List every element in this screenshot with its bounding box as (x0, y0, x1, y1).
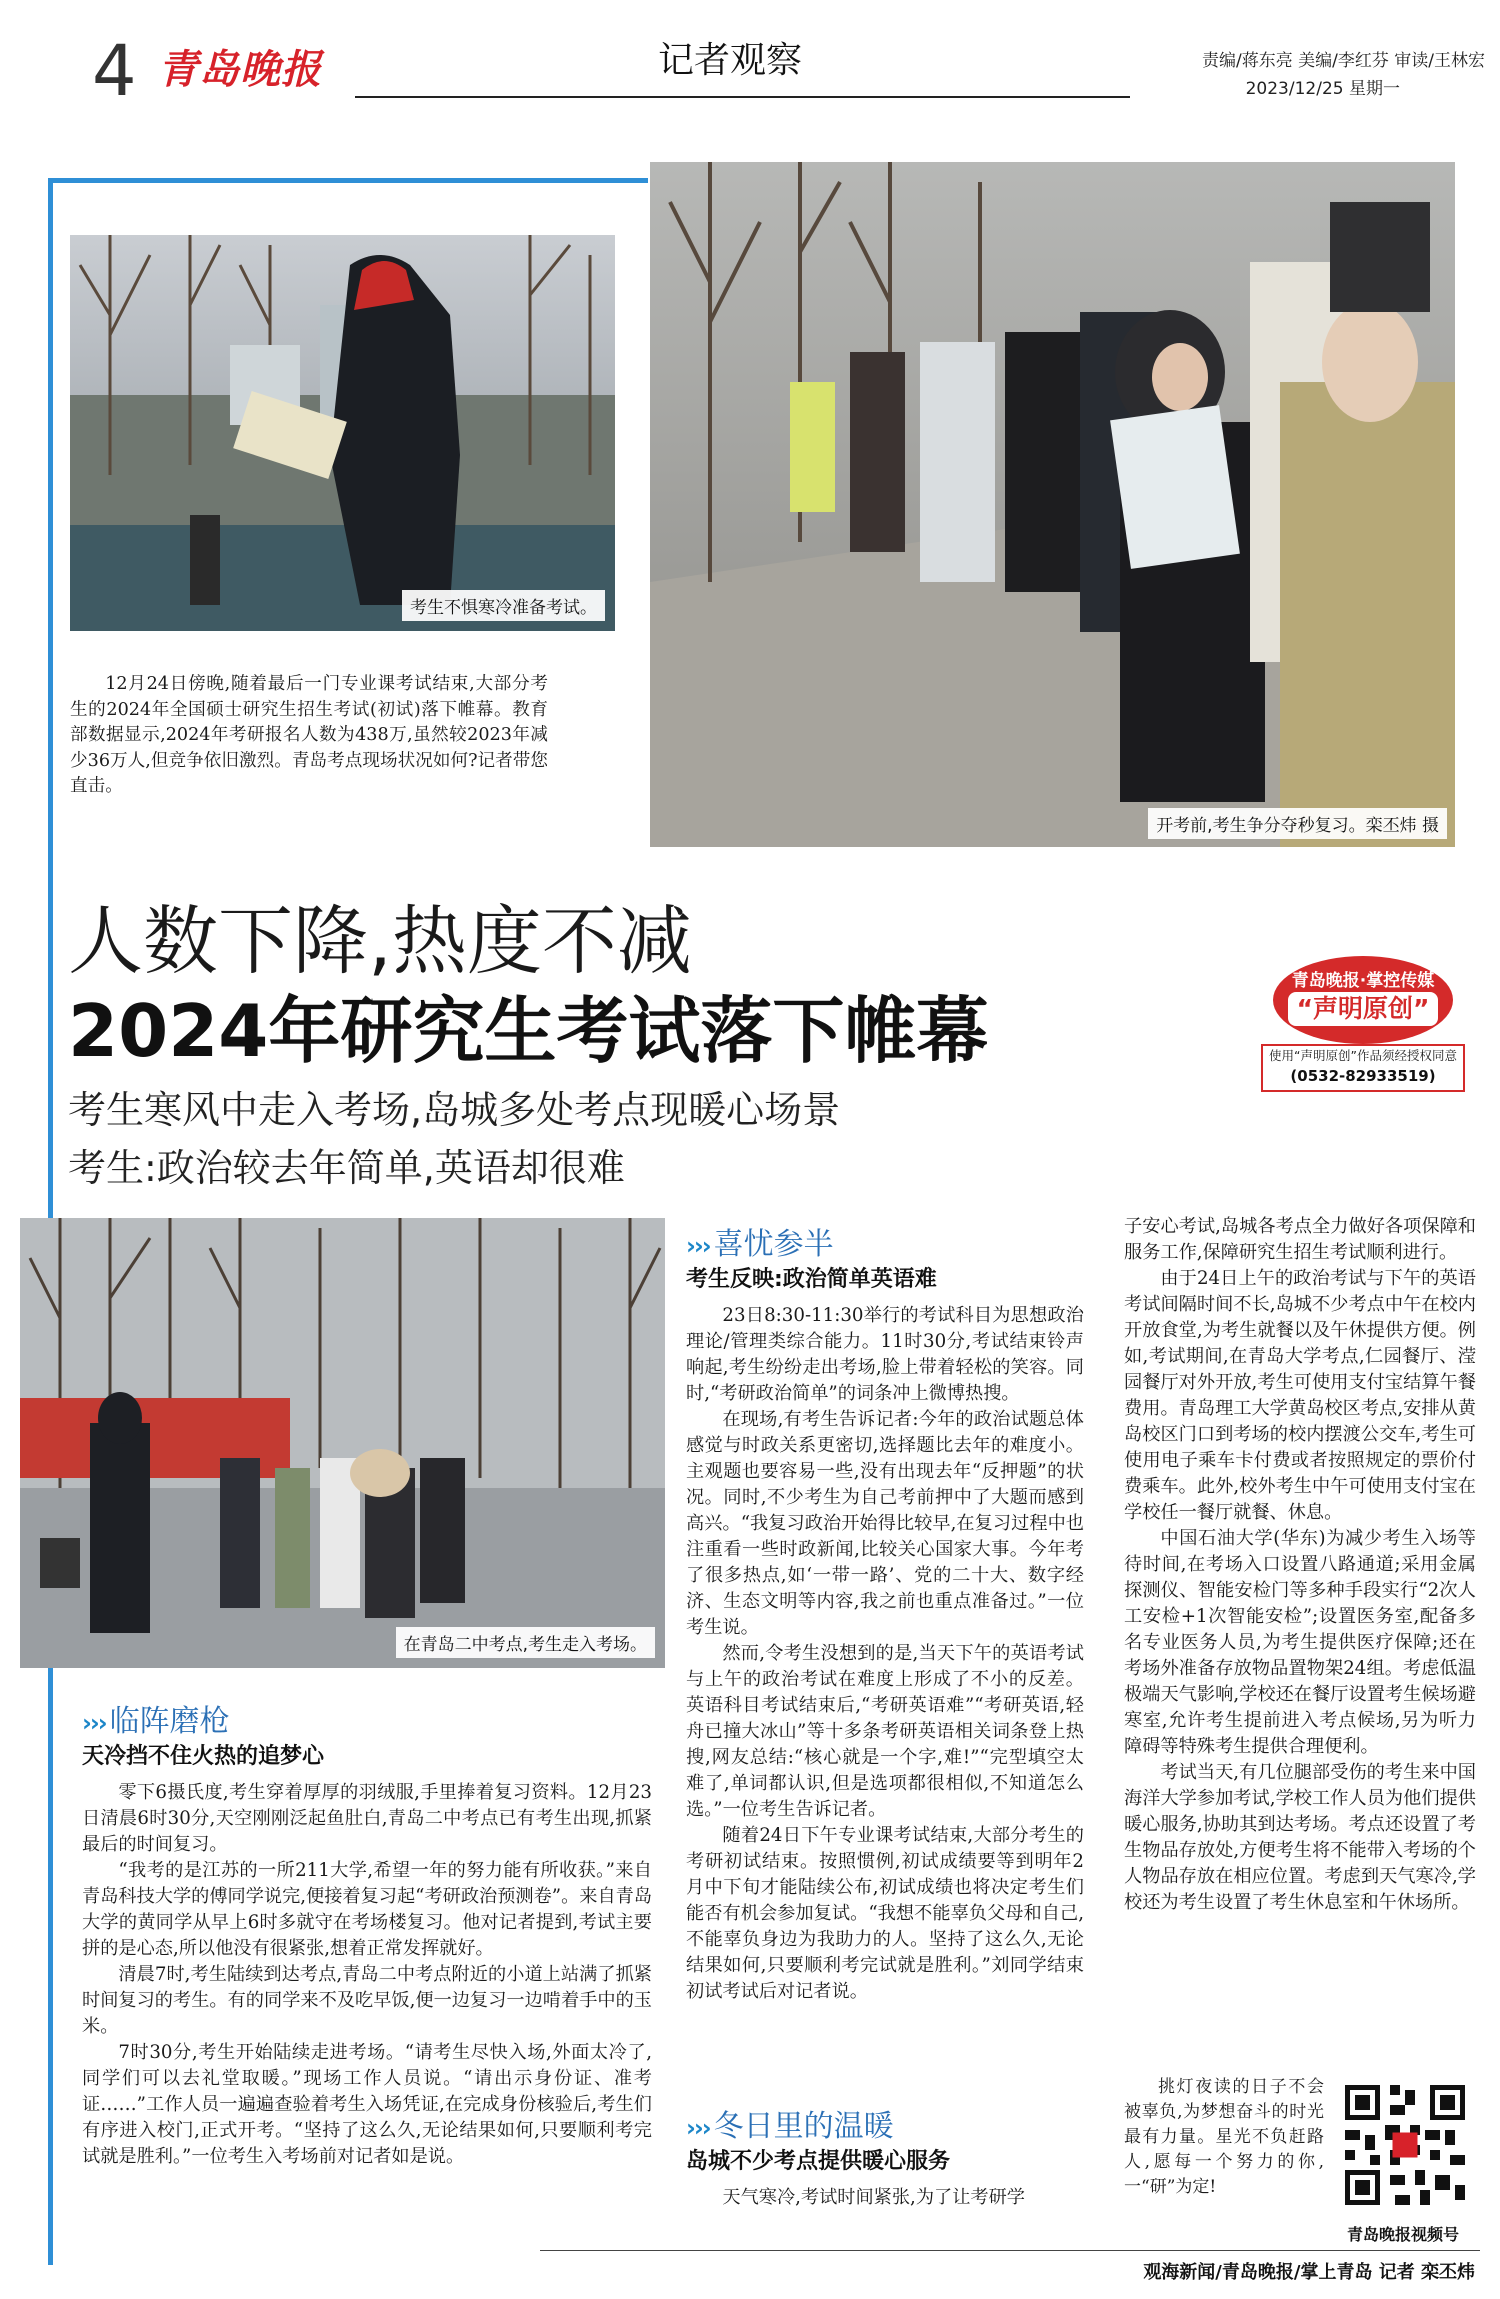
stamp-top-text: 青岛晚报·掌控传媒 (1291, 971, 1435, 991)
photo1-caption: 考生不惧寒冷准备考试。 (402, 590, 605, 621)
section-3-paragraph: 考试当天,有几位腿部受伤的考生来中国海洋大学参加考试,学校工作人员为他们提供暖心服务,协助其到达考场。考点还设置了考生物品存放处,方便考生将不能带入考场的个人物品存放在相应位置。考虑到天气寒冷,学校还为考生设置了考生休息室和午休场所。 (1124, 1762, 1476, 1913)
stamp-phone: (0532-82933519) (1290, 1067, 1436, 1085)
photo-queue-reviewing (650, 162, 1455, 847)
section-2-kicker (686, 1228, 1084, 1263)
masthead (0, 0, 1500, 110)
headline-line2: 2024年研究生考试落下帷幕 (68, 989, 989, 1073)
stamp-note: 使用“声明原创”作品须经授权同意 (1269, 1048, 1457, 1063)
section-2-kicker-text: 喜忧参半 (713, 1227, 834, 1262)
section-1-kicker-text: 临阵磨枪 (109, 1704, 230, 1739)
footer-rule (540, 2250, 1480, 2251)
section-3-paragraph-start: 天气寒冷,考试时间紧张,为了让考研学 (722, 2187, 1025, 2208)
photo-students-entering (20, 1218, 665, 1668)
chevrons-icon: ››› (686, 1232, 710, 1260)
paper-name-logo: 青岛晚报 (158, 46, 322, 93)
masthead-rule (355, 96, 1130, 98)
subheadline-1: 考生寒风中走入考场,岛城多处考点现暖心场景 (68, 1088, 841, 1132)
lead-paragraph (70, 672, 548, 800)
chevrons-icon: ››› (82, 1709, 106, 1737)
subheadline-2: 考生:政治较去年简单,英语却很难 (68, 1146, 625, 1190)
section-3-closing (1124, 2075, 1324, 2200)
section-1-kicker (82, 1705, 652, 1740)
section-2-paragraph: 然而,令考生没想到的是,当天下午的英语考试与上午的政治考试在难度上形成了不小的反差。英语科目考试结束后,“考研英语难”“考研英语,轻舟已撞大冰山”等十多条考研英语相关词条登上热搜,网友总结:“核心就是一个字,难!”“完型填空太难了,单词都认识,但是选项都很相似,不知道怎么选。”一位考生告诉记者。 (686, 1643, 1084, 1820)
section-2-paragraph: 随着24日下午专业课考试结束,大部分考生的考研初试结束。按照惯例,初试成绩要等到明年2月中下旬才能陆续公布,初试成绩也将决定考生们能否有机会参加复试。“我想不能辜负父母和自己,不能辜负身边为我助力的人。坚持了这么久,无论结果如何,只要顺利考完试就是胜利。”刘同学结束初试考试后对记者说。 (686, 1825, 1084, 2002)
photo-student-reading-cold (70, 235, 615, 631)
section-3-continued (1124, 1214, 1476, 1916)
section-1-paragraph: 清晨7时,考生陆续到达考点,青岛二中考点附近的小道上站满了抓紧时间复习的考生。有的同学来不及吃早饭,便一边复习一边啃着手中的玉米。 (82, 1964, 652, 2037)
section-1 (82, 1705, 652, 2170)
lead-text: 12月24日傍晚,随着最后一门专业课考试结束,大部分考生的2024年全国硕士研究生招生考试(初试)落下帷幕。教育部数据显示,2024年考研报名人数为438万,虽然较2023年减少36万人,但竞争依旧激烈。青岛考点现场状况如何?记者带您直击。 (70, 674, 548, 796)
chevrons-icon: ››› (686, 2114, 710, 2142)
issue-date: 2023/12/25 星期一 (1245, 79, 1400, 99)
section-3-paragraph: 由于24日上午的政治考试与下午的英语考试间隔时间不长,岛城不少考点中午在校内开放食堂,为考生就餐以及午休提供方便。例如,考试期间,在青岛大学考点,仁园餐厅、滢园餐厅对外开放,考生可使用支付宝结算午餐费用。青岛理工大学黄岛校区考点,安排从黄岛校区门口到考场的校内摆渡公交车,考生可使用电子乘车卡付费或者按照规定的票价付费乘车。此外,校外考生中午可使用支付宝在学校任一餐厅就餐、休息。 (1124, 1268, 1476, 1523)
frame-top-line (48, 178, 648, 183)
qr-label: 青岛晚报视频号 (1346, 2225, 1459, 2244)
footer-credit: 观海新闻/青岛晚报/掌上青岛 记者 栾丕炜 (1143, 2262, 1475, 2283)
stamp-note-box (1261, 1044, 1465, 1092)
section-3-paragraph: 子安心考试,岛城各考点全力做好各项保障和服务工作,保障研究生招生考试顺利进行。 (1124, 1216, 1476, 1263)
section-3-paragraph: 中国石油大学(华东)为减少考生入场等待时间,在考场入口设置八路通道;采用金属探测仪、智能安检门等多种手段实行“2次人工安检+1次智能安检”;设置医务室,配备多名专业医务人员,为考生提供医疗保障;还在考场外准备存放物品置物架24组。考虑低温极端天气影响,学校还在餐厅设置考生候场避寒室,允许考生提前进入考点候场,另为听力障碍等特殊考生提供合理便利。 (1124, 1528, 1476, 1757)
section-3-subtitle: 岛城不少考点提供暖心服务 (686, 2149, 951, 2174)
page-number: 4 (92, 30, 137, 112)
section-2-paragraph: 在现场,有考生告诉记者:今年的政治试题总体感觉与时政关系更密切,选择题比去年的难度小。主观题也要容易一些,没有出现去年“反押题”的状况。同时,不少考生为自己考前押中了大题而感到高兴。“我复习政治开始得比较早,在复习过程中也注重看一些时政新闻,比较关心国家大事。今年考了很多热点,如‘一带一路’、党的二十大、数字经济、生态文明等内容,我之前也重点准备过。”一位考生说。 (686, 1409, 1084, 1638)
section-2-subtitle: 考生反映:政治简单英语难 (686, 1267, 937, 1292)
editors-credit: 责编/蒋东亮 美编/李红芬 审读/王林宏 (1202, 51, 1485, 71)
section-2-paragraph: 23日8:30-11:30举行的考试科目为思想政治理论/管理类综合能力。11时30分,考试结束铃声响起,考生纷纷走出考场,脸上带着轻松的笑容。同时,“考研政治简单”的词条冲上微博热搜。 (686, 1305, 1084, 1404)
section-3-kicker-text: 冬日里的温暖 (713, 2109, 894, 2144)
section-2 (686, 1228, 1084, 2005)
section-3 (686, 2110, 1084, 2211)
section-3-closing-text: 挑灯夜读的日子不会被辜负,为梦想奋斗的时光最有力量。星光不负赶路人,愿每一个努力的你,一“研”为定! (1124, 2077, 1324, 2197)
qr-code-block[interactable] (1335, 2080, 1475, 2220)
photo2-caption: 开考前,考生争分夺秒复习。栾丕炜 摄 (1148, 808, 1447, 839)
section-1-paragraph: 零下6摄氏度,考生穿着厚厚的羽绒服,手里捧着复习资料。12月23日清晨6时30分,天空刚刚泛起鱼肚白,青岛二中考点已有考生出现,抓紧最后的时间复习。 (82, 1782, 652, 1855)
section-2-header (686, 1228, 1084, 1295)
headline-line1: 人数下降,热度不减 (68, 897, 692, 985)
section-3-header (686, 2110, 1084, 2177)
section-1-paragraph: “我考的是江苏的一所211大学,希望一年的努力能有所收获。”来自青岛科技大学的傅同学说完,便接着复习起“考研政治预测卷”。来自青岛大学的黄同学从早上6时多就守在考场楼复习。他对记者提到,考试主要拼的是心态,所以他没有很紧张,想着正常发挥就好。 (82, 1860, 653, 1959)
qr-code-icon[interactable] (1340, 2080, 1470, 2210)
original-content-stamp (1258, 940, 1468, 1090)
section-1-header (82, 1705, 652, 1772)
photo3-caption: 在青岛二中考点,考生走入考场。 (396, 1627, 655, 1658)
section-3-kicker (686, 2110, 1084, 2145)
section-1-subtitle: 天冷挡不住火热的追梦心 (82, 1744, 325, 1769)
section-1-paragraph: 7时30分,考生开始陆续走进考场。“请考生尽快入场,外面太冷了,同学们可以去礼堂取暖。”现场工作人员说。“请出示身份证、准考证……”工作人员一遍遍查验着考生入场凭证,在完成身份核验后,考生们有序进入校门,正式开考。“坚持了这么久,无论结果如何,只要顺利考完试就是胜利。”一位考生入考场前对记者如是说。 (82, 2042, 652, 2167)
section-title: 记者观察 (657, 40, 802, 81)
stamp-main-text: “声明原创” (1296, 994, 1430, 1023)
